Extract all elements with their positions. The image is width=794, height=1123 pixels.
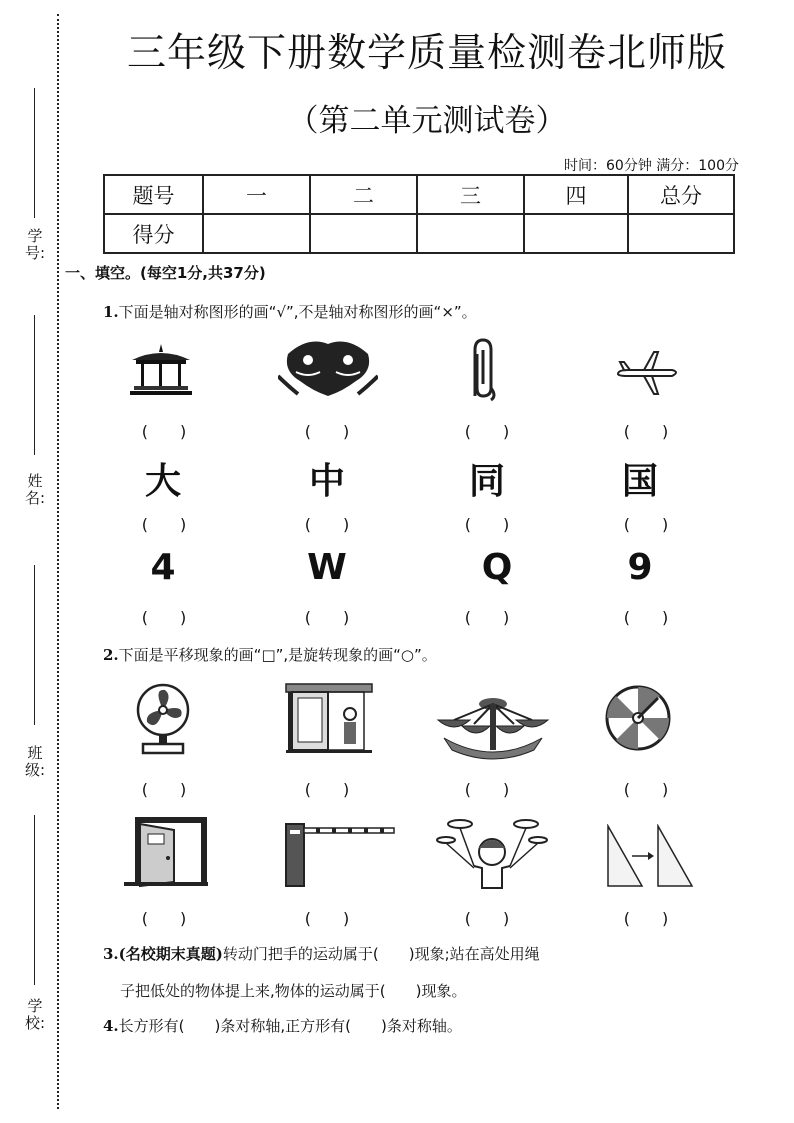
question-4	[103, 1016, 462, 1036]
score-cell: 题号	[104, 175, 203, 214]
plate-spinning-boy-icon	[436, 818, 548, 890]
question-3	[103, 944, 540, 964]
question-text: 转动门把手的运动属于( )现象;站在高处用绳	[222, 945, 540, 963]
question-2	[103, 645, 437, 665]
question-number: 1.	[103, 303, 119, 321]
character-zhong: 中	[308, 461, 345, 502]
class-label: 班级:	[24, 744, 46, 779]
score-cell: 一	[203, 175, 310, 214]
question-1	[103, 302, 477, 322]
score-table	[103, 174, 735, 254]
answer-blank[interactable]: ( )	[141, 608, 187, 627]
score-table-header-row	[104, 175, 734, 214]
open-door-icon	[124, 816, 208, 888]
answer-blank[interactable]: ( )	[304, 780, 350, 799]
question-text: 长方形有( )条对称轴,正方形有( )条对称轴。	[118, 1017, 462, 1035]
answer-blank[interactable]: ( )	[304, 515, 350, 534]
glyph-9: 9	[627, 547, 653, 588]
score-input-cell[interactable]	[310, 214, 417, 253]
answer-blank[interactable]: ( )	[141, 515, 187, 534]
score-input-cell[interactable]	[203, 214, 310, 253]
glyph-4: 4	[150, 547, 176, 588]
name-label: 姓名:	[24, 472, 46, 507]
question-3-continued: 子把低处的物体提上来,物体的运动属于( )现象。	[120, 982, 467, 1000]
answer-blank[interactable]: ( )	[623, 515, 669, 534]
score-cell: 四	[524, 175, 628, 214]
glyph-q: Q	[481, 547, 513, 588]
answer-blank[interactable]: ( )	[464, 422, 510, 441]
airplane-icon	[614, 348, 682, 398]
question-number: 3.	[103, 945, 119, 963]
character-tong: 同	[468, 461, 505, 502]
answer-blank[interactable]: ( )	[623, 780, 669, 799]
page-subtitle: （第二单元测试卷）	[287, 103, 567, 139]
school-line	[34, 815, 35, 985]
class-line	[34, 565, 35, 725]
answer-blank[interactable]: ( )	[304, 608, 350, 627]
character-da: 大	[144, 461, 181, 502]
answer-blank[interactable]: ( )	[141, 422, 187, 441]
question-tag: (名校期末真题)	[118, 945, 223, 963]
spinning-wheel-icon	[604, 684, 672, 752]
student-id-label: 学号:	[24, 227, 46, 262]
question-text: 下面是平移现象的画“□”,是旋转现象的画“○”。	[118, 646, 437, 664]
page-title: 三年级下册数学质量检测卷北师版	[126, 31, 727, 76]
question-number: 4.	[103, 1017, 119, 1035]
sliding-triangle-icon	[604, 824, 694, 888]
answer-blank[interactable]: ( )	[141, 780, 187, 799]
answer-blank[interactable]: ( )	[304, 422, 350, 441]
paperclip-icon	[463, 336, 503, 404]
score-cell: 三	[417, 175, 524, 214]
question-text: 下面是轴对称图形的画“√”,不是轴对称图形的画“×”。	[118, 303, 477, 321]
answer-blank[interactable]: ( )	[464, 909, 510, 928]
answer-blank[interactable]: ( )	[623, 608, 669, 627]
paper-cut-fish-icon	[278, 336, 378, 402]
pavilion-icon	[126, 342, 196, 398]
section-heading: 一、填空。(每空1分,共37分)	[65, 264, 266, 282]
carousel-icon	[434, 690, 552, 760]
score-cell: 得分	[104, 214, 203, 253]
answer-blank[interactable]: ( )	[141, 909, 187, 928]
binding-dashed-line	[57, 14, 59, 1109]
answer-blank[interactable]: ( )	[464, 780, 510, 799]
school-label: 学校:	[24, 997, 46, 1032]
score-cell: 二	[310, 175, 417, 214]
time-info: 时间：60分钟 满分：100分	[564, 158, 739, 174]
student-id-line	[34, 88, 35, 218]
answer-blank[interactable]: ( )	[304, 909, 350, 928]
question-number: 2.	[103, 646, 119, 664]
answer-blank[interactable]: ( )	[623, 909, 669, 928]
score-table-score-row	[104, 214, 734, 253]
barrier-gate-icon	[284, 820, 396, 888]
score-input-cell[interactable]	[417, 214, 524, 253]
score-cell: 总分	[628, 175, 734, 214]
electric-fan-icon	[135, 682, 191, 756]
answer-blank[interactable]: ( )	[464, 608, 510, 627]
answer-blank[interactable]: ( )	[623, 422, 669, 441]
sliding-door-icon	[284, 682, 374, 754]
score-input-cell[interactable]	[628, 214, 734, 253]
answer-blank[interactable]: ( )	[464, 515, 510, 534]
name-line	[34, 315, 35, 455]
score-input-cell[interactable]	[524, 214, 628, 253]
character-guo: 国	[621, 461, 658, 502]
glyph-w: W	[307, 547, 347, 588]
